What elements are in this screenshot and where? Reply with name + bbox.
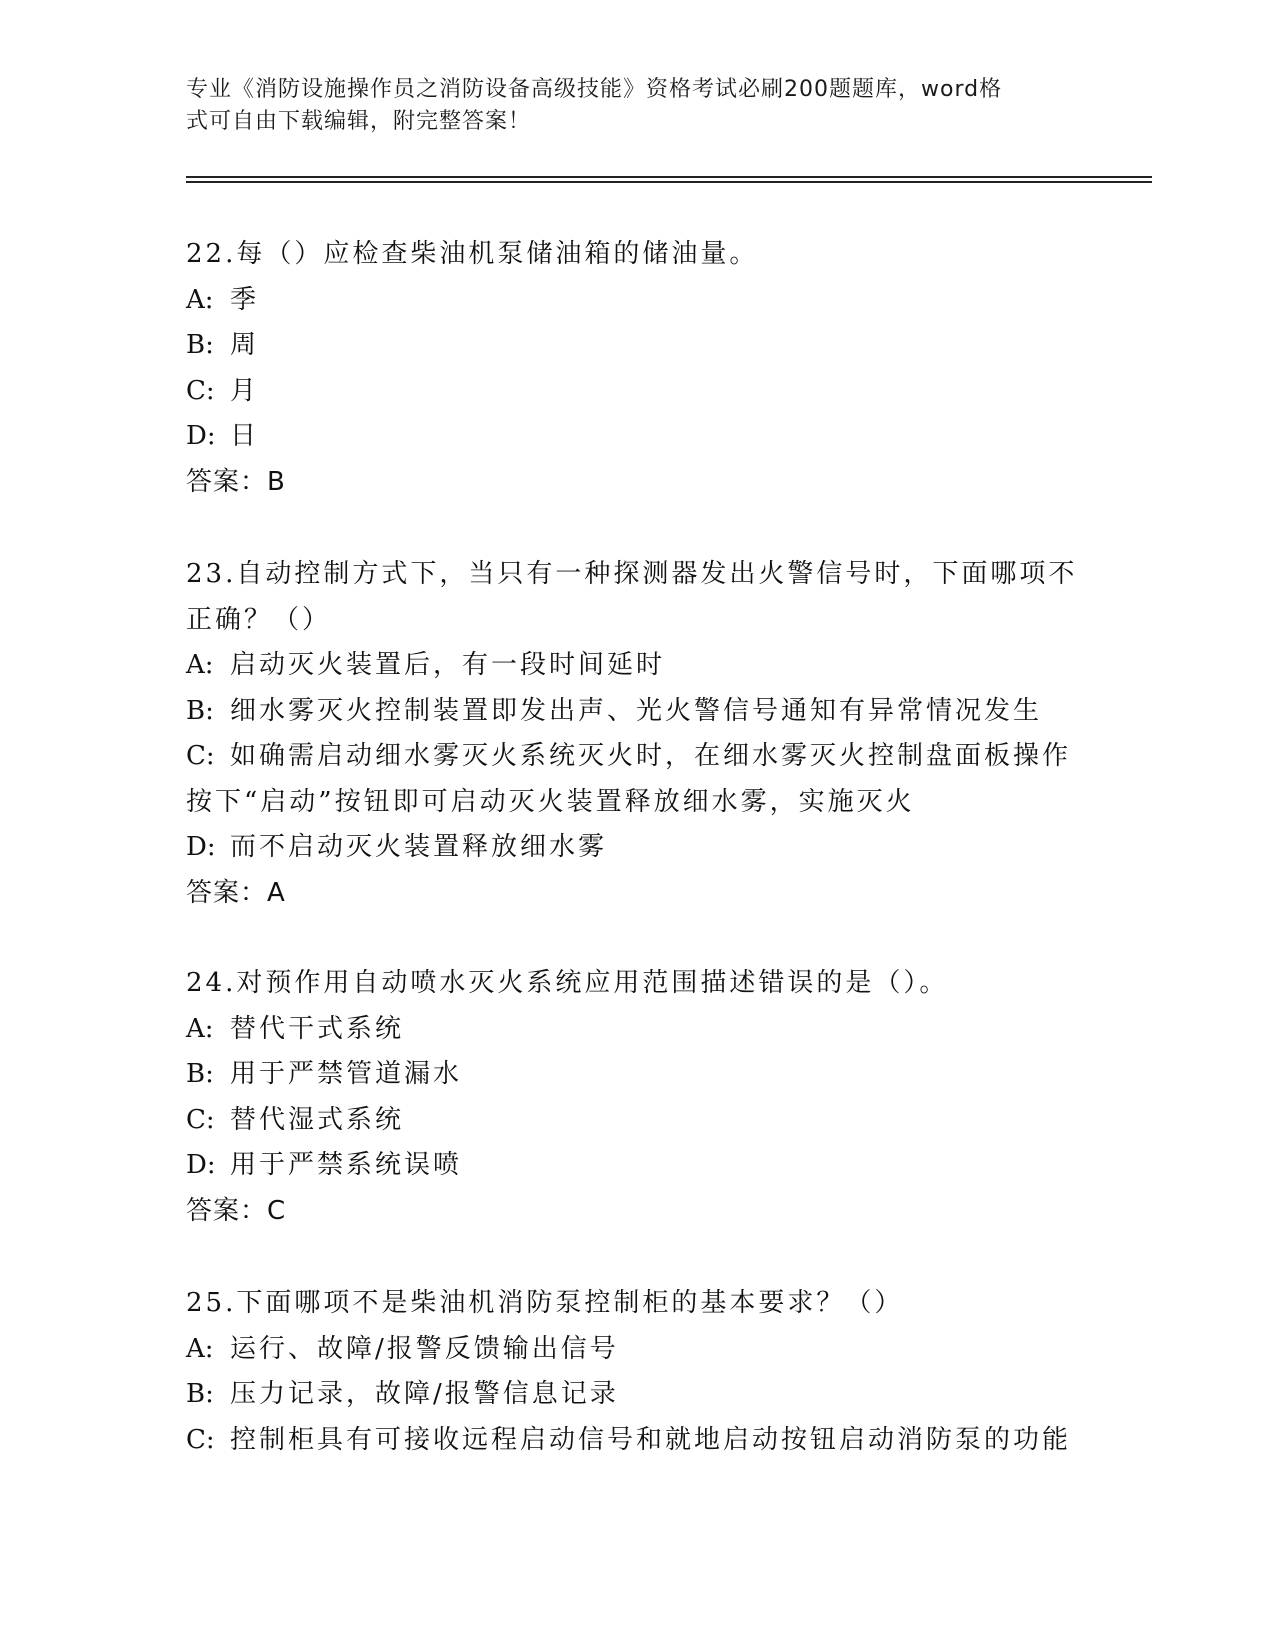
option-text: 替代干式系统 [230, 1013, 405, 1044]
option-text: 用于严禁系统误喷 [230, 1150, 463, 1180]
answer-line: 答案：B [186, 466, 286, 497]
option-key: C: [186, 741, 215, 771]
option-key: C: [186, 1104, 215, 1135]
header-line-2: 式可自由下载编辑，附完整答案！ [186, 109, 532, 134]
question-stem: 22.每（）应检查柴油机泵储油箱的储油量。 [186, 239, 759, 269]
option-key: D: [186, 832, 216, 862]
option-a [186, 643, 1076, 689]
option-d [186, 414, 1076, 460]
question-23 [186, 552, 1076, 916]
option-c [186, 734, 1076, 780]
option-key: B: [186, 1379, 214, 1409]
question-stem: 25.下面哪项不是柴油机消防泵控制柜的基本要求？（） [186, 1288, 904, 1318]
option-c [186, 1098, 1076, 1144]
option-key: A: [186, 1333, 214, 1364]
question-25 [186, 1281, 1076, 1463]
option-text: 季 [230, 284, 260, 315]
option-text: 日 [230, 421, 260, 451]
option-key: A: [186, 1013, 214, 1044]
option-d [186, 825, 1076, 871]
option-key: A: [186, 284, 214, 315]
option-a [186, 1007, 1076, 1053]
option-text: 而不启动灭火装置释放细水雾 [230, 832, 608, 862]
option-key: B: [186, 330, 214, 360]
option-text: 启动灭火装置后，有一段时间延时 [230, 650, 666, 680]
option-b [186, 1372, 1076, 1418]
document-header [186, 74, 1066, 138]
option-text: 运行、故障/报警反馈输出信号 [230, 1333, 619, 1364]
option-text: 用于严禁管道漏水 [230, 1059, 463, 1089]
option-a [186, 1327, 1076, 1373]
option-c [186, 1418, 1076, 1464]
option-text: 控制柜具有可接收远程启动信号和就地启动按钮启动消防泵的功能 [230, 1424, 1072, 1455]
option-text: 如确需启动细水雾灭火系统灭火时，在细水雾灭火控制盘面板操作 [230, 741, 1072, 771]
option-text: 替代湿式系统 [230, 1104, 405, 1135]
option-b [186, 1052, 1076, 1098]
option-text: 压力记录，故障/报警信息记录 [230, 1379, 619, 1409]
option-key: B: [186, 1059, 214, 1089]
option-key: C: [186, 375, 215, 406]
option-key: A: [186, 650, 214, 680]
header-line-1: 专业《消防设施操作员之消防设备高级技能》资格考试必刷200题题库，word格 [186, 77, 1003, 102]
question-stem: 23.自动控制方式下，当只有一种探测器发出火警信号时，下面哪项不 [186, 559, 1078, 589]
option-c-continued: 按下“启动”按钮即可启动灭火装置释放细水雾，实施灭火 [186, 786, 915, 817]
header-divider-bottom [186, 181, 1152, 183]
option-key: C: [186, 1424, 215, 1455]
answer-line: 答案：A [186, 877, 286, 908]
option-b [186, 689, 1076, 735]
option-key: B: [186, 695, 214, 726]
answer-line: 答案：C [186, 1195, 287, 1226]
header-divider-top [186, 176, 1152, 178]
option-text: 细水雾灭火控制装置即发出声、光火警信号通知有异常情况发生 [230, 695, 1043, 726]
option-a [186, 278, 1076, 324]
option-d [186, 1143, 1076, 1189]
question-stem-continued: 正确？（） [186, 604, 332, 635]
option-text: 月 [230, 375, 260, 406]
question-stem: 24.对预作用自动喷水灭火系统应用范围描述错误的是（）。 [186, 968, 949, 998]
option-text: 周 [230, 330, 260, 360]
question-22 [186, 232, 1076, 505]
question-24 [186, 961, 1076, 1234]
option-c [186, 369, 1076, 415]
option-b [186, 323, 1076, 369]
option-key: D: [186, 1150, 216, 1180]
option-key: D: [186, 421, 216, 451]
